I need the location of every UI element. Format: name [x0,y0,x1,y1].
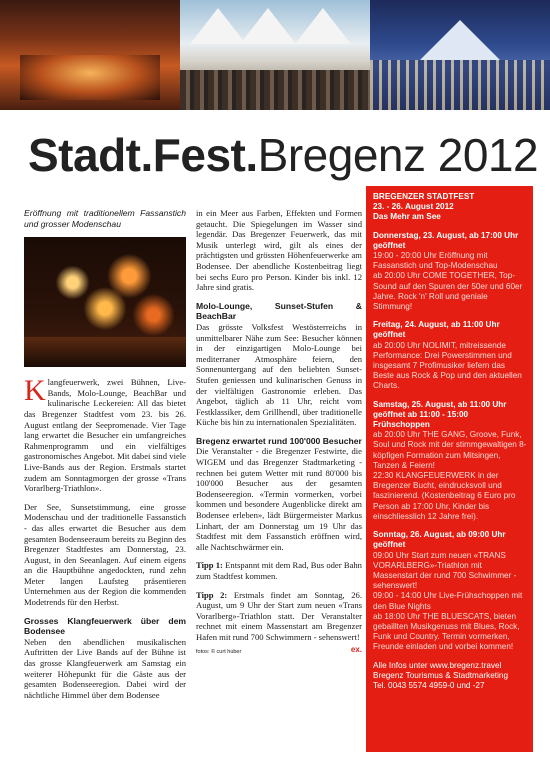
photo-credit: fotos: © curt huber [196,648,242,655]
article-paragraph: Die Veranstalter - die Bregenzer Festwirte, die WIGEM und das Bregenzer Stadtmarketing - rechnen bei gutem Wetter mit rund 80'000 bis 100'000 Besucher aus der gesamten Bodenseeregion. «Termin vormerken, vorbei kommen und besondere Augenblicke direkt am Bodensee erleben», lädt Bürgermeister Markus Linhart, der am Donnerstag um 19 Uhr das Stadtfest mit dem Fassanstich eröffnen wird, alle Nachtschwärmer ein. [196,446,362,552]
section-heading: Grosses Klangfeuerwerk über dem Bodensee [24,615,186,637]
article-paragraph: in ein Meer aus Farben, Effekten und Formen getaucht. Die Spiegelungen im Wasser sind legendär. Das Bregenzer Feuerwerk, das mit Musik unterlegt wird, gilt als eines der prächtigsten und grössten Höhenfeuerwerke am Bodensee. Der abendliche Kostenbeitrag liegt bei sechs Euro pro Person. Kinder bis inkl. 12 Jahre sind gratis. [196,208,362,293]
program-line: ab 18:00 Uhr THE BLUESCATS, bieten gebaillten Musikgenuss mit Blues, Rock, Funk und Country. Termin vormerken, Freunde einladen und vorbei kommen! [373,611,520,652]
article-paragraph: Klangfeuerwerk, zwei Bühnen, Live-Bands, Molo-Lounge, BeachBar und kulinarische Leckereien: All das bietet das Bregenzer Stadtfest vom 23. bis 26. August entlang der Seepromenade. Vier Tage lang erwartet die Besucher ein umfangreiches Rahmenprogramm und ein vielfältiges gastronomisches Angebot. Mit dabei sind viele Live-Bands aus der Region. Erstmals startet zudem am Sonntagmorgen der grosse «Trans Vorarlberg-Triathlon». [24,374,186,494]
section-heading: Bregenz erwartet rund 100'000 Besucher [196,435,362,446]
tip-paragraph: Tipp 1: Entspannt mit dem Rad, Bus oder Bahn zum Stadtfest kommen. [196,560,362,581]
sidebar-heading: BREGENZER STADTFEST [373,192,475,201]
article-paragraph: Das grösste Volksfest Westösterreichs in unmittelbarer Nähe zum See: Besucher können in der einzigartigen Molo-Lounge bei mediterraner Atmosphäre feiern, den Sonnenuntergang auf den beliebten Sunset-Stufen geniessen und kulinarischen Genuss in der vielfältigen Gastronomie erleben. Das Angebot, täglich ab 11 Uhr, reicht vom Festklassiker, dem Grillhendl, über traditionelle Küche bis hin zu internationalen Spezialitäten. [196,321,362,428]
intro-subtitle: Eröffnung mit traditionellem Fassanstich und grosser Modenschau [24,208,186,229]
program-sidebar [366,186,533,752]
section-heading: Molo-Lounge, Sunset-Stufen & BeachBar [196,300,362,322]
header-photo-strip [0,0,550,110]
tents-crowd-photo [180,0,370,110]
page-title: Stadt.Fest.Bregenz 2012 [28,129,539,181]
program-line: 22:30 KLANGFEUERWERK in der Bregenzer Bucht, eindrucksvoll und faszinierend. (Kostenbeitrag 6 Euro pro Person ab 17:00 Uhr, Kinder bis einschliesslich 12 Jahre frei). [373,471,516,521]
program-day-heading: Sonntag, 26. August, ab 09:00 Uhr geöffnet [373,530,506,550]
program-line: 19:00 - 20:00 Uhr Eröffnung mit Fassanstich und Top-Modenschau [373,251,498,271]
drop-cap: K [24,374,46,408]
ex-mark: ex. [350,644,362,654]
program-day-heading: Freitag, 24. August, ab 11:00 Uhr geöffnet [373,320,500,340]
sidebar-website[interactable]: Alle Infos unter www.bregenz.travel [373,660,502,670]
sidebar-phone: Tel. 0043 5574 4959-0 und -27 [373,680,485,690]
sidebar-dates: 23. - 26. August 2012 [373,202,454,212]
article-column-2 [196,208,362,657]
program-line: 09:00 Uhr Start zum neuen «TRANS VORARLBERG»-Triathlon mit Massenstart der rund 700 Schwimmer - sehenswert! [373,550,517,591]
program-line: ab 20:00 Uhr THE GANG, Groove, Funk, Soul und Rock mit der stimmgewaltigen 8-köpfigen Formation zum Mitsingen, Tanzen & Feiern! [373,430,527,470]
program-day-heading: Samstag, 25. August, ab 11:00 Uhr geöffnet ab 11:00 - 15:00 Frühschoppen [373,399,507,430]
article-paragraph: Der See, Sunsetstimmung, eine grosse Modenschau und der traditionelle Fassanstich - das alles erwartet die Besucher aus dem gesamten Bodenseeraum bereits zu Beginn des Bregenzer Stadtfestes am Donnerstag, 23. August, in den Seeanlagen. Auf einem eigens an die Hauptbühne angedockten, rund zehn Meter langen Laufsteg präsentieren Unternehmen aus der Region die kommenden Modetrends für den Herbst. [24,501,186,608]
program-line: 09:00 - 14:00 Uhr Live-Frühschoppen mit den Blue Nights [373,591,523,611]
tip-paragraph: Tipp 2: Erstmals findet am Sonntag, 26. August, um 9 Uhr der Start zum neuen «Trans Vorarlberg»-Triathlon statt. Der Veranstalter rechnet mit einem Massenstart am Bregenzer Hafen mit rund 700 Schwimmern - sehenswert! [196,589,362,642]
article-paragraph: Neben den abendlichen musikalischen Auftritten der Live Bands auf der Bühne ist das grosse Klangfeuerwerk am Samstag ein weiterer Höhepunkt für die Gäste aus der gesamten Bodenseeregion. Dabei wird der nächtliche Himmel über dem Bodensee [24,636,186,700]
program-line: ab 20:00 Uhr COME TOGETHER, Top-Sound auf den Spuren der 50er und 60er Jahre. Rock 'n' Roll und geniale Stimmung! [373,271,523,312]
program-line: ab 20:00 Uhr NOLIMIT, mitreissende Performance: Drei Powerstimmen und insgesamt 7 Profimusiker liefern das Beste aus Rock & Pop und den aktuellen Charts. [373,340,522,391]
night-festival-photo [370,0,550,110]
concert-stage-photo [0,0,180,110]
sidebar-slogan: Das Mehr am See [373,212,441,222]
sidebar-organizer: Bregenz Tourismus & Stadtmarketing [373,670,509,680]
fireworks-photo [24,237,186,367]
article-column-1 [24,208,186,708]
program-day-heading: Donnerstag, 23. August, ab 17:00 Uhr geöffnet [373,230,519,250]
